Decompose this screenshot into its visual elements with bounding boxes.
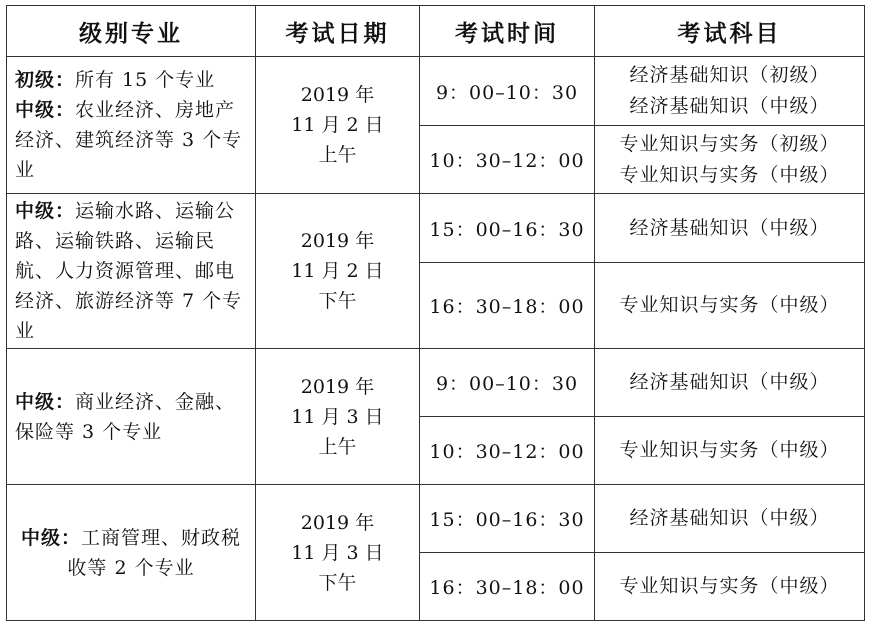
time-cell: 9：00–10：30	[420, 349, 595, 417]
major-text: 运输水路、运输公路、运输铁路、运输民航、人力资源管理、邮电经济、旅游经济等 7 个专业	[15, 200, 243, 342]
level-label: 中级：	[15, 99, 76, 121]
table-row	[7, 57, 865, 126]
date-period: 下午	[318, 571, 357, 594]
table-row	[7, 194, 865, 263]
date-day: 11 月 3 日	[291, 405, 384, 428]
exam-schedule-table	[6, 5, 865, 621]
major-cell	[7, 194, 256, 349]
subject-line: 经济基础知识（中级）	[629, 507, 830, 529]
date-day: 11 月 3 日	[291, 541, 384, 564]
major-text: 所有 15 个专业	[75, 69, 216, 91]
date-year: 2019 年	[300, 230, 375, 252]
time-cell: 15：00–16：30	[420, 194, 595, 263]
date-cell	[256, 57, 420, 194]
header-exam-date: 考试日期	[256, 6, 420, 57]
major-line	[15, 387, 247, 447]
major-text: 工商管理、财政税收等 2 个专业	[67, 526, 242, 579]
header-row	[7, 6, 865, 57]
time-cell: 15：00–16：30	[420, 485, 595, 553]
level-label: 中级：	[15, 390, 76, 413]
subject-line: 专业知识与实务（中级）	[619, 439, 840, 461]
table-row	[7, 349, 865, 417]
subject-cell	[595, 417, 865, 485]
subject-line: 经济基础知识（初级）	[629, 64, 830, 86]
table-row	[7, 485, 865, 553]
subject-cell	[595, 194, 865, 263]
subject-cell	[595, 126, 865, 194]
subject-line: 专业知识与实务（初级）	[619, 132, 840, 155]
major-cell	[7, 485, 256, 621]
level-label: 中级：	[20, 526, 81, 549]
header-level-major: 级别专业	[7, 6, 256, 57]
date-period: 下午	[318, 290, 357, 312]
major-text: 农业经济、房地产经济、建筑经济等 3 个专业	[15, 99, 243, 181]
subject-line: 经济基础知识（中级）	[629, 216, 830, 239]
major-line	[15, 65, 247, 95]
date-cell	[256, 194, 420, 349]
subject-line: 专业知识与实务（中级）	[619, 294, 840, 316]
date-year: 2019 年	[300, 84, 375, 106]
date-cell	[256, 349, 420, 485]
subject-cell	[595, 57, 865, 126]
date-day: 11 月 2 日	[291, 260, 384, 282]
subject-line: 专业知识与实务（中级）	[619, 163, 840, 186]
subject-cell	[595, 485, 865, 553]
major-line	[15, 196, 247, 346]
subject-line: 经济基础知识（中级）	[629, 95, 830, 117]
level-label: 中级：	[15, 200, 76, 222]
major-line	[15, 95, 247, 185]
level-label: 初级：	[15, 69, 76, 91]
subject-cell	[595, 263, 865, 349]
date-period: 上午	[318, 435, 357, 458]
subject-cell	[595, 553, 865, 621]
major-text: 商业经济、金融、保险等 3 个专业	[15, 390, 236, 443]
major-cell	[7, 57, 256, 194]
time-cell: 10：30–12：00	[420, 126, 595, 194]
date-cell	[256, 485, 420, 621]
time-cell: 10：30–12：00	[420, 417, 595, 485]
subject-line: 经济基础知识（中级）	[629, 371, 830, 393]
time-cell: 16：30–18：00	[420, 263, 595, 349]
date-year: 2019 年	[300, 375, 375, 398]
date-year: 2019 年	[300, 511, 375, 534]
header-exam-time: 考试时间	[420, 6, 595, 57]
header-exam-subject: 考试科目	[595, 6, 865, 57]
subject-cell	[595, 349, 865, 417]
time-cell: 9：00–10：30	[420, 57, 595, 126]
date-period: 上午	[318, 144, 357, 166]
subject-line: 专业知识与实务（中级）	[619, 575, 840, 597]
major-cell	[7, 349, 256, 485]
major-line	[15, 523, 247, 583]
date-day: 11 月 2 日	[291, 114, 384, 136]
time-cell: 16：30–18：00	[420, 553, 595, 621]
